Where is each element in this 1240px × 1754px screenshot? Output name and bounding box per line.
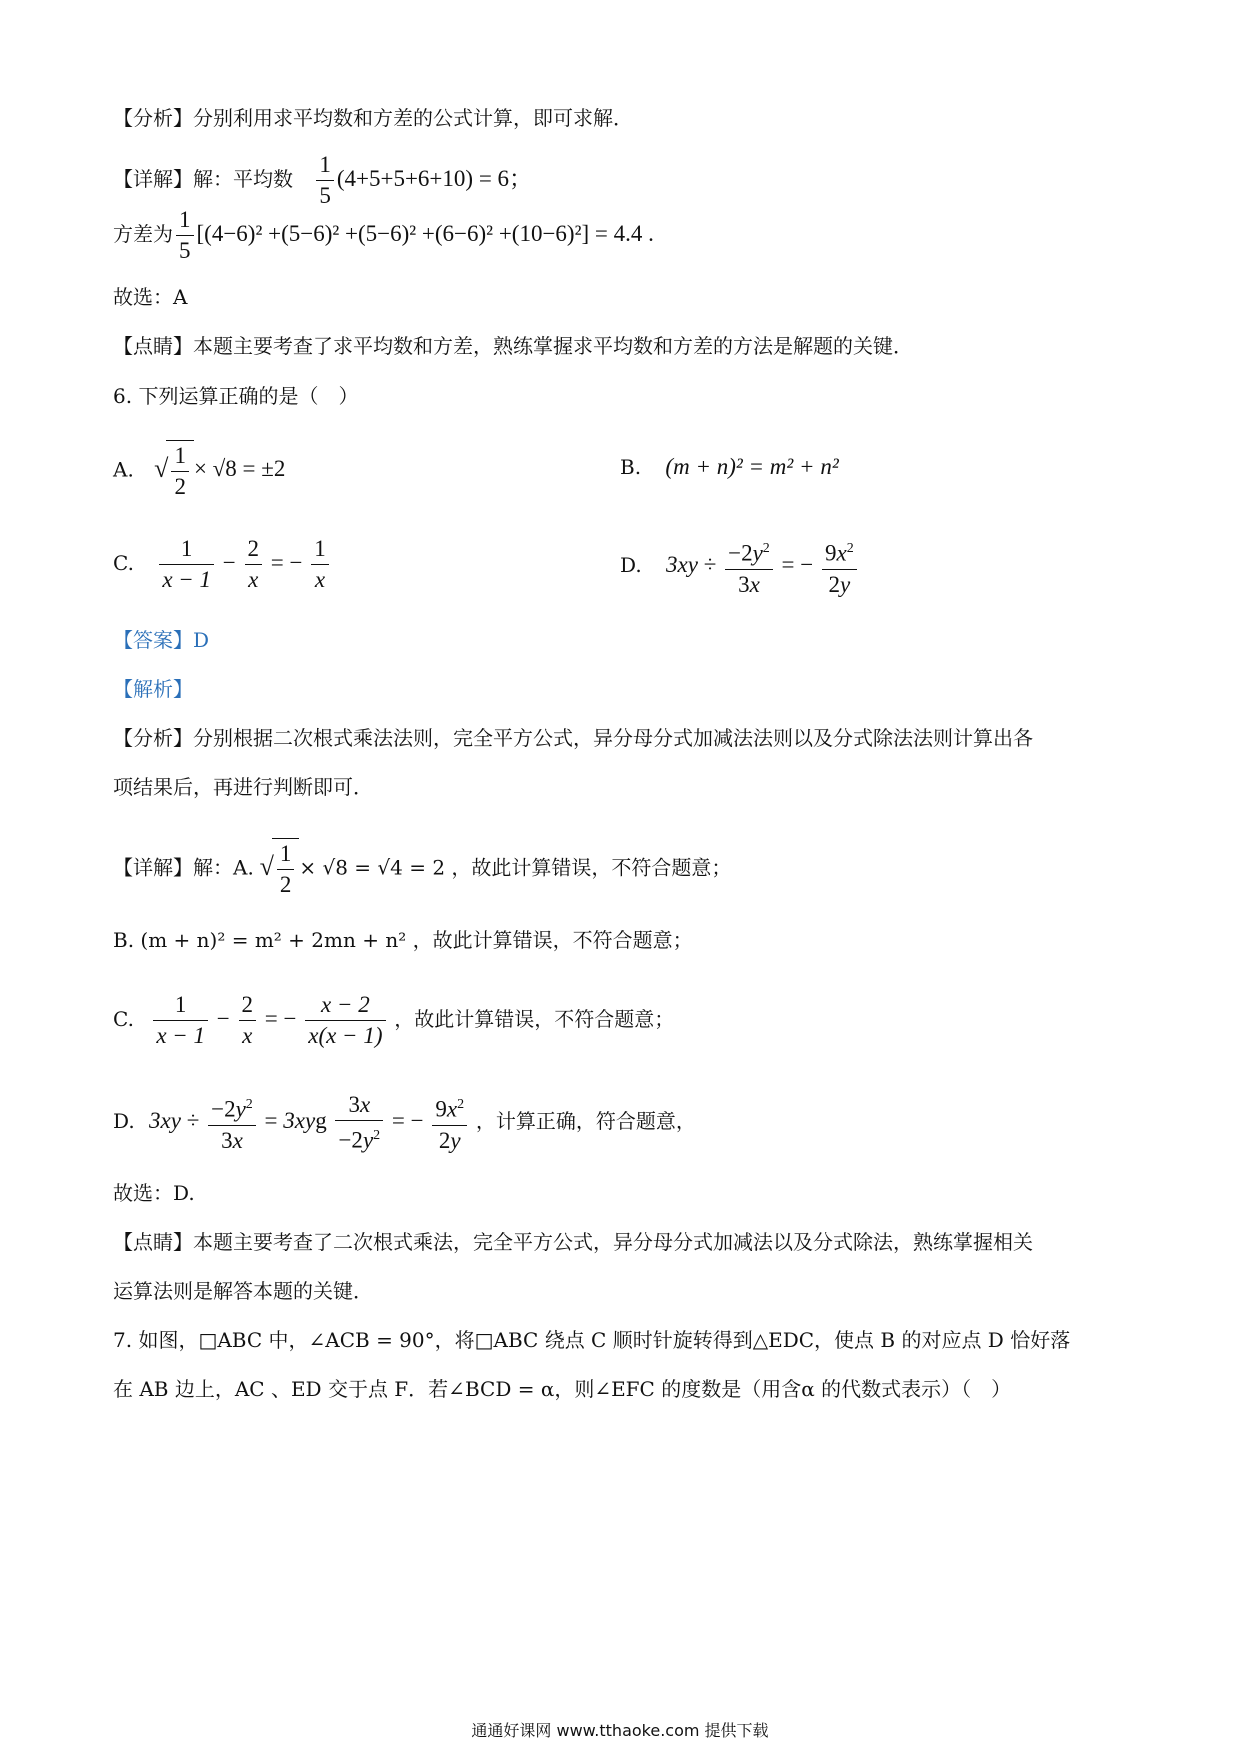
frac-dc3: $\frac{x - 2}{x(x - 1)}$ [305, 990, 385, 1051]
q6-detail-c: C. $\frac{1}{x - 1}$ − $\frac{2}{x}$ = − $\frac{x - 2}{x(x - 1)}$ ，故此计算错误，不符合题意； [113, 990, 674, 1051]
q6-detail-c-label: C. [113, 1006, 134, 1031]
q6-option-d-label: D. [620, 553, 642, 578]
q6-choice: 故选：D. [113, 1181, 195, 1205]
sqrt-half: √ $\frac{1}{2}$ [154, 440, 194, 502]
frac-dd2: $\frac{3x}{-2y^2}$ [335, 1090, 383, 1156]
q6-detail-a-tail: × √8 = √4 = 2 ，故此计算错误，不符合题意； [299, 855, 732, 880]
footer-watermark: 通通好课网 www.tthaoke.com 提供下载 [471, 1721, 769, 1740]
q6-detail-c-tail: ，故此计算错误，不符合题意； [394, 1006, 675, 1031]
q6-answer: 【答案】D [113, 628, 210, 652]
sqrt-half-detail: √ $\frac{1}{2}$ [260, 838, 300, 900]
choice-a: 故选：A [113, 285, 188, 309]
q6-detail-d: D. 3xy ÷ $\frac{-2y^2}{3x}$ = 3xyg $\frac{3x}{-2y^2}$ = − $\frac{9x^2}{2y}$ ，计算正确，符合题意， [113, 1090, 696, 1156]
q6-option-c-label: C. [113, 550, 134, 575]
frac-dc2: $\frac{2}{x}$ [239, 990, 257, 1051]
analysis-1: 【分析】分别利用求平均数和方差的公式计算，即可求解． [113, 106, 633, 130]
q6-option-d: D. 3xy ÷ $\frac{-2y^2}{3x}$ = − $\frac{9x^2}{2y}$ [620, 534, 860, 600]
q6-comment-line-1: 【点睛】本题主要考查了二次根式乘法，完全平方公式，异分母分式加减法以及分式除法，熟练掌握相关 [113, 1230, 1033, 1254]
q6-option-b [620, 452, 839, 482]
frac-dd3: $\frac{9x^2}{2y}$ [432, 1090, 467, 1156]
q6-option-a-expression: × √8 = ±2 [193, 456, 286, 482]
question-6-title: 6. 下列运算正确的是（ ） [113, 384, 359, 408]
frac-d2: $\frac{9x^2}{2y}$ [822, 534, 857, 600]
q6-detail-d-tail: ，计算正确，符合题意， [475, 1109, 696, 1134]
q6-jiexi: 【解析】 [113, 677, 193, 701]
q6-comment-line-2: 运算法则是解答本题的关键． [113, 1279, 373, 1303]
frac-c3: $\frac{1}{x}$ [311, 534, 329, 595]
detail-variance [113, 205, 654, 266]
detail-mean-prefix: 【详解】解：平均数 [113, 166, 293, 191]
q6-option-b-label: B. [620, 455, 642, 479]
comment-1: 【点睛】本题主要考查了求平均数和方差，熟练掌握求平均数和方差的方法是解题的关键． [113, 334, 913, 358]
frac-dd1: $\frac{-2y^2}{3x}$ [208, 1090, 256, 1156]
frac-one-fifth-var: $\frac{1}{5}$ [176, 205, 194, 266]
variance-prefix: 方差为 [113, 221, 173, 246]
q6-option-a [113, 440, 285, 502]
q6-option-b-expression: (m + n)² = m² + n² [665, 454, 839, 479]
q6-detail-a [113, 838, 731, 900]
frac-one-fifth: $\frac{1}{5}$ [316, 150, 334, 211]
variance-expression: [(4−6)² +(5−6)² +(5−6)² +(6−6)² +(10−6)²] = 4.4 . [196, 220, 654, 246]
mean-expression: (4+5+5+6+10) = 6； [336, 165, 533, 191]
q6-option-a-label: A. [113, 457, 134, 482]
q6-detail-b: B. (m + n)² = m² + 2mn + n² ，故此计算错误，不符合题意； [113, 928, 693, 952]
question-7-line-2: 在 AB 边上，AC 、ED 交于点 F．若∠BCD = α，则∠EFC 的度数是（用含α 的代数式表示）（ ） [113, 1377, 1012, 1401]
question-7-line-1: 7. 如图，□ABC 中，∠ACB = 90°，将□ABC 绕点 C 顺时针旋转得到△EDC，使点 B 的对应点 D 恰好落 [113, 1328, 1071, 1352]
q6-analysis-line-1: 【分析】分别根据二次根式乘法法则，完全平方公式，异分母分式加减法法则以及分式除法法则计算出各 [113, 726, 1033, 750]
frac-c2: $\frac{2}{x}$ [245, 534, 263, 595]
q6-detail-d-label: D. [113, 1109, 135, 1134]
frac-d1: $\frac{-2y^2}{3x}$ [725, 534, 773, 600]
q6-option-c: C. $\frac{1}{x - 1}$ − $\frac{2}{x}$ = − $\frac{1}{x}$ [113, 534, 332, 595]
q6-analysis-line-2: 项结果后，再进行判断即可． [113, 775, 373, 799]
frac-c1: $\frac{1}{x - 1}$ [159, 534, 214, 595]
frac-dc1: $\frac{1}{x - 1}$ [153, 990, 208, 1051]
q6-detail-a-prefix: 【详解】解：A. [113, 855, 254, 880]
detail-mean [113, 150, 532, 211]
